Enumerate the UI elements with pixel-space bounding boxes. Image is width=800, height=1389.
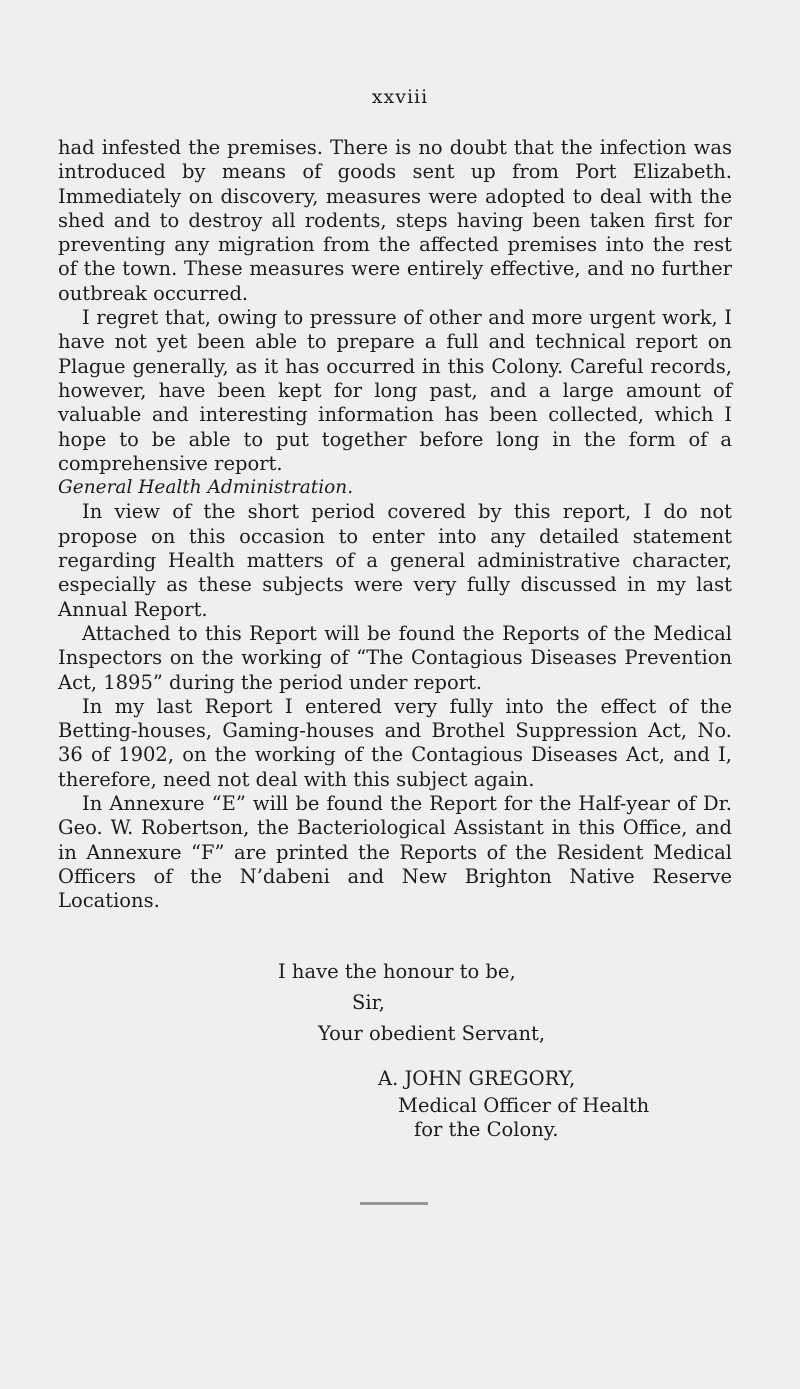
paragraph: had infested the premises. There is no doubt that the infection was introduced by means of goods sent up from Port Elizabeth. Immediately on discovery, measures were adopted to deal with the shed and to destroy all rodents, steps having been taken first for preventing any migration from the affected premises into the rest of the town. These measures were entirely effective, and no further outbreak occurred. xyxy=(58,136,732,305)
signature-block xyxy=(58,1063,732,1142)
closing-line: Sir, xyxy=(352,990,385,1014)
closing-block xyxy=(58,956,732,1142)
paragraph: In view of the short period covered by this report, I do not propose on this occasion to enter into any detailed statement regarding Health matters of a general administrative character, especially as these subjects were very fully discussed in my last Annual Report. xyxy=(58,500,732,621)
page-number: xxviii xyxy=(371,86,429,108)
paragraph: In my last Report I entered very fully into the effect of the Betting-houses, Gaming-houses and Brothel Suppression Act, No. 36 of 1902, on the working of the Contagious Diseases Act, and I, therefore, need not deal with this subject again. xyxy=(58,694,732,791)
paragraph: Attached to this Report will be found the Reports of the Medical Inspectors on the working of “The Contagious Diseases Prevention Act, 1895” during the period under report. xyxy=(58,621,732,694)
signature-title: Medical Officer of Health xyxy=(398,1093,650,1117)
signature-name: A. JOHN GREGORY, xyxy=(378,1066,576,1090)
printer-rule-mark xyxy=(360,1202,428,1205)
letter-body xyxy=(58,136,732,1142)
section-heading: General Health Administration. xyxy=(58,477,354,499)
signature-title: for the Colony. xyxy=(414,1117,559,1141)
paragraph: I regret that, owing to pressure of other and more urgent work, I have not yet been able to prepare a full and technical report on Plague generally, as it has occurred in this Colony. Careful records, however, have been kept for long past, and a large amount of valuable and interesting information has been collected, which I hope to be able to put together before long in the form of a comprehensive report. xyxy=(58,306,732,475)
closing-line: I have the honour to be, xyxy=(278,959,516,983)
paragraph: In Annexure “E” will be found the Report for the Half-year of Dr. Geo. W. Robertson, the Bacteriological Assistant in this Office, and in Annexure “F” are printed the Reports of the Resident Medical Officers of the N’dabeni and New Brighton Native Reserve Locations. xyxy=(58,792,732,913)
closing-line: Your obedient Servant, xyxy=(318,1021,546,1045)
